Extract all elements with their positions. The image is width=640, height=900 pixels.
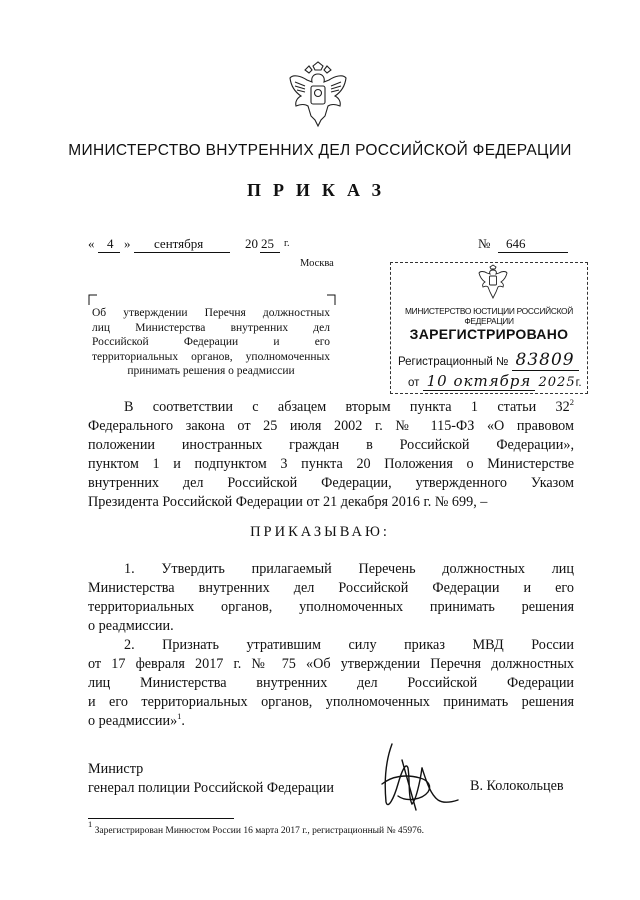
- preamble-line: пунктом 1 и подпунктом 3 пункта 20 Положения о Министерстве: [88, 456, 574, 472]
- date-year-prefix: 20: [245, 236, 258, 251]
- number-value: 646: [506, 236, 526, 251]
- footnote-sup: 2: [569, 397, 574, 407]
- order-items: [88, 560, 574, 731]
- footnote-mark: 1: [88, 819, 93, 829]
- preamble-line: Президента Российской Федерации от 21 декабря 2016 г. № 699, –: [88, 494, 488, 510]
- date-month: сентября: [154, 236, 204, 251]
- item-line: о реадмиссии.: [88, 618, 174, 634]
- order-subject: [92, 306, 330, 379]
- item-line: и его территориальных органов, уполномоченных принимать решения: [88, 694, 574, 710]
- stamp-reg-number: [398, 350, 579, 370]
- subject-line: территориальных органов, уполномоченных: [92, 350, 330, 363]
- footnote: [88, 819, 425, 836]
- date-close-quote: »: [124, 236, 131, 251]
- stamp-date-suffix: г.: [575, 377, 582, 389]
- stamp-date-year: 2025: [538, 375, 576, 390]
- footnote-divider: [88, 818, 234, 819]
- signatory-name: В. Колокольцев: [470, 778, 564, 794]
- stamp-date-value: 10 октября: [423, 372, 536, 391]
- stamp-reg-label: Регистрационный №: [398, 356, 509, 368]
- decree-heading: ПРИКАЗЫВАЮ:: [250, 524, 390, 540]
- date-year-suffix: 25: [261, 236, 274, 251]
- date-year-unit: г.: [284, 238, 290, 249]
- date-open-quote: «: [88, 236, 95, 251]
- item-line: 1. Утвердить прилагаемый Перечень должностных лиц: [124, 561, 574, 577]
- signatory-position: Министр: [88, 761, 144, 777]
- preamble-line: Федерального закона от 25 июля 2002 г. № 115-ФЗ «О правовом: [88, 418, 574, 434]
- subject-bracket: [88, 294, 336, 306]
- date-day: 4: [107, 236, 114, 251]
- number-label: №: [478, 236, 491, 251]
- preamble: [88, 398, 574, 512]
- stamp-reg-value: 83809: [512, 350, 579, 371]
- item-line: Министерства внутренних дел Российской Федерации и его: [88, 580, 574, 596]
- document-type: ПРИКАЗ: [246, 180, 394, 200]
- stamp-ministry: МИНИСТЕРСТВО ЮСТИЦИИ РОССИЙСКОЙ ФЕДЕРАЦИИ: [404, 306, 573, 326]
- item-line: территориальных органов, уполномоченных принимать решения: [88, 599, 574, 615]
- item-line: 2. Признать утратившим силу приказ МВД России: [124, 637, 574, 653]
- city: Москва: [300, 258, 334, 269]
- item-line: лиц Министерства внутренних дел Российской Федерации: [88, 675, 574, 691]
- stamp-date: [408, 372, 582, 390]
- coat-of-arms-icon: [287, 60, 349, 128]
- preamble-line: В соответствии с абзацем вторым пункта 1 статьи $32^2$: [124, 397, 574, 415]
- handwritten-signature: [372, 740, 462, 820]
- preamble-line: внутренних дел Российской Федерации, утвержденного Указом: [88, 475, 574, 491]
- subject-line: Российской Федерации и его: [92, 336, 330, 348]
- stamp-registered: ЗАРЕГИСТРИРОВАНО: [409, 326, 569, 342]
- ministry-title: МИНИСТЕРСТВО ВНУТРЕННИХ ДЕЛ РОССИЙСКОЙ ФЕДЕРАЦИИ: [68, 142, 572, 159]
- preamble-line: положении иностранных граждан в Российской Федерации»,: [88, 437, 574, 453]
- subject-line: лиц Министерства внутренних дел: [92, 321, 330, 334]
- signatory-rank: генерал полиции Российской Федерации: [88, 780, 334, 796]
- signatory-title: [88, 760, 334, 798]
- footnote-text: Зарегистрирован Минюстом России 16 марта 2017 г., регистрационный № 45976.: [94, 826, 425, 836]
- footnote-sup: 1: [177, 711, 182, 721]
- subject-line: принимать решения о реадмиссии: [127, 365, 295, 377]
- item-line: от 17 февраля 2017 г. № 75 «Об утверждении Перечня должностных: [88, 656, 574, 672]
- stamp-emblem-icon: [478, 264, 508, 300]
- subject-line: Об утверждении Перечня должностных: [92, 307, 330, 319]
- item-line: о реадмиссии»$^1$.: [88, 711, 185, 729]
- stamp-date-prefix: от: [408, 377, 420, 389]
